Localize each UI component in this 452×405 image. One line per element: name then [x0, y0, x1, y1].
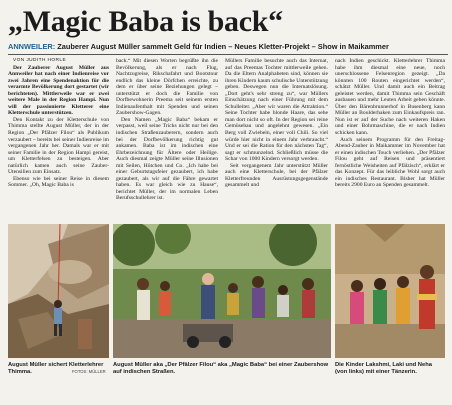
caption-magic-show: August Müller aka „Der Pfälzer Filou“ aka „Magic Baba“ bei einer Zaubershow auf indischen Straßen. — [113, 362, 329, 375]
header-divider — [8, 54, 448, 55]
caption-children: Die Kinder Lakshmi, Laki und Neha (von links) mit einer Tänzerin. — [335, 362, 432, 375]
text-column-3 — [225, 58, 328, 216]
location-kicker: ANNWEILER: — [8, 42, 56, 51]
text-column-4 — [335, 58, 445, 216]
body-paragraph: Auch seinem Programm für den Freitag-Abend-Zauber in Maikammer im November hat er einen indischen Touch verliehen. „Der Pfälzer Filou geht auf Reisen und präsentiert fernöstliche Weisheiten auf Pfälzisch“, erklärt er das Konzept. Für das leibliche Wohl sorgt auch ein indisches Restaurant. Bisher hat Müller bereits 2900 Euro an Spenden gesammelt. — [335, 136, 445, 189]
photo-credit: FOTOS: MÜLLER — [72, 369, 106, 374]
photo-climbing — [8, 224, 109, 358]
lead-paragraph: Der Zauberer August Müller aus Annweiler hat nach einer Indienreise vor zwei Jahren eine Spendenaktion für die verarmte Bevölkerung dort gestartet (wir berichteten). Mittlerweile war er zwei weitere Male in der Region Hampi. Nun will der passionierte Kletterer eine Kletterschule unterstützen. — [8, 64, 109, 117]
body-paragraph: nach Indien geschickt. Kletterlehrer Thimma habe ihm diesmal eine neue, noch unerschlossene Felsenregion gezeigt. „Da könnten 100 Routen eingerichtet werden“, schätzt Müller. Und damit auch ein Beitrag geleistet werden, damit Thimma sein Geschäft ausbauen und mehr Leuten Arbeit geben könnte. Über den Bärenbrunnerhof in Busenberg kann Müller an Boulderhaken zum Einkaufspreis ran. Nun ist er auf der Suche nach weiteren Haken und einer Bohrmaschine, die er nach Indien schicken kann. — [335, 58, 445, 137]
body-paragraph: Den Kontakt zu der Kletterschule von Thimma stellte August Müller, der in der Region „Der Pfälzer Filou“ als Publikum verzaubert – bereits bei seiner Indienreise im vergangenen Jahr her. Damals war er mit seiner Familie in der Region Hampi gereist, um Kletterfelsen zu besteigen. Aber natürlich kamen auch seine Zauber-Utensilien zum Einsatz. — [8, 116, 109, 176]
body-paragraph: Seit vergangenem Jahr unterstützt Müller auch eine Kletterschule, bei der Pfälzer Kletterfreunden Ausrüstungsgegenstände gesammelt und — [225, 162, 328, 189]
body-paragraph: Ebenso wie bei seiner Reise in diesem Sommer. „Oh, Magic Baba is — [8, 175, 109, 189]
article-headline: „Magic Baba is back“ — [8, 5, 283, 38]
body-paragraph: Müllers Familie besuchte auch das Internat, auf das Preemas Tochter mittlerweile gehen. Da die Eltern Analphabeten sind, können sie ihren Kindern kaum schulische Unterstützung geben. Deswegen nun die Internatslösung. „Dort geht's sehr streng zu“, war Müllers Einschätzung nach einer Führung mit dem Schulleiter. „Aber wir waren die Attraktion.“ Seine Tochter habe blonde Haare, das sehe man dort nicht so oft. In der Region sei reine Gemüsebau und angelehnt gewesen. „Ein Berg voll Zwiebeln, einer voll Chili. So viel würde hier nicht in einem Jahr verbraucht.“ Und er sei die Ration für den nächsten Tag“, sagt er schmunzelnd. Schließlich müsse die Schar von 1000 Kindern versorgt werden. — [225, 58, 328, 163]
body-paragraph: Den Namen „Magic Baba“ bekam er verpasst, weil seine Tricks nicht nur bei den indischen Straßenzauberern, sondern auch bei der Dorfbevölkerung richtig gut ankamen. Baba ist im indischen eine Ehrbezeichnung für Ältere oder Heilige. Auch diesmal zeigte Müller seine Illusionen mit Seilen, Hütchen und Co. „Ich habe bei einer Geburtstagsfeier gezaubert, ich habe gezaubert, als wir auf die Fähre gewartet haben. Es war gleich wie zu Hause“, berichtet Müller, der im normalen Leben Berufsschullehrer ist. — [116, 116, 218, 202]
caption-climbing: August Müller sichert Kletterlehrer Thimma. — [8, 362, 104, 375]
photo-magic-show — [113, 224, 331, 358]
photo-children-dancer — [335, 224, 445, 358]
body-paragraph: back.“ Mit diesen Worten begrüßte ihn die Bevölkerung, als er nach Flug, Nachtzugreise, Rikschafahrt und Bootstour endlich das kleine Dörfchen erreichte, zu dem er über seine Beziehungen gelegt – unterstützt er doch die Familie von Dorfbewohnerin Preema seit seinem ersten Indienaufenthalt mit Spenden und seinen Zaubershow-Gagen. — [116, 58, 218, 117]
byline: VON JUDITH HÖRLE — [13, 58, 67, 63]
article-subheadline: Zauberer August Müller sammelt Geld für Indien – Neues Kletter-Projekt – Show in Maikammer — [57, 42, 389, 51]
article-subheadline-line — [8, 41, 448, 53]
text-column-2 — [116, 58, 218, 216]
text-column-1 — [8, 58, 109, 216]
